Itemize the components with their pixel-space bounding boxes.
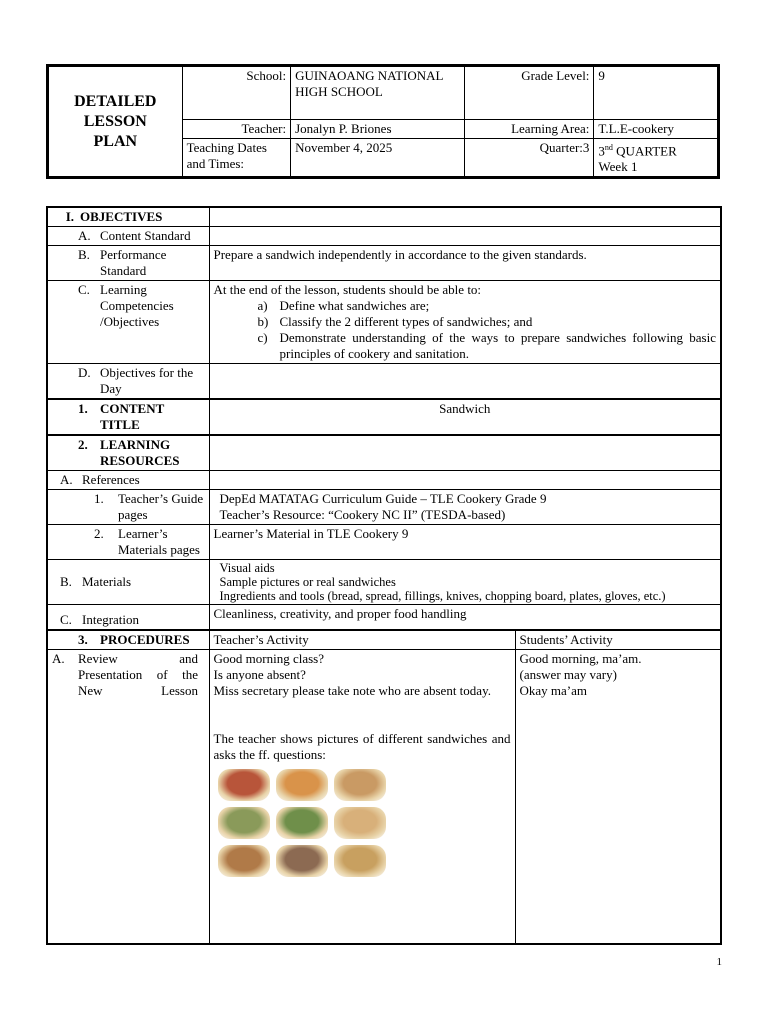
list-item <box>258 298 717 314</box>
resources-title <box>47 435 209 471</box>
guide-value <box>209 490 721 525</box>
sandwich-picture <box>276 769 328 801</box>
materials-key: B. <box>60 574 72 589</box>
title-line-3: PLAN <box>93 132 138 150</box>
sandwich-picture <box>334 807 386 839</box>
teacher-guide <box>47 490 209 525</box>
performance-standard <box>47 246 209 281</box>
item-text: Define what sandwiches are; <box>279 298 430 313</box>
learner-num: 2. <box>94 526 104 541</box>
page-number: 1 <box>716 956 722 968</box>
objectives-day <box>47 364 209 400</box>
title-line-1: DETAILED <box>74 92 157 110</box>
student-line-3: Okay ma’am <box>519 683 588 698</box>
header-table <box>46 64 720 179</box>
area-value: T.L.E-cookery <box>594 120 719 139</box>
materials-value-1: Visual aids <box>219 561 275 575</box>
materials-value <box>209 560 721 605</box>
lesson-plan-table <box>46 206 722 945</box>
procedures-num: 3. <box>78 632 88 647</box>
integration-label: Integration <box>82 612 140 627</box>
teacher-line-2: Is anyone absent? <box>213 667 306 682</box>
school-label: School: <box>182 66 290 120</box>
teacher-line-1: Good morning class? <box>213 651 324 666</box>
school-value: GUINAOANG NATIONAL HIGH SCHOOL <box>291 66 465 120</box>
student-activity-header: Students’ Activity <box>515 630 721 650</box>
performance-value: Prepare a sandwich independently in accordance to the given standards. <box>209 246 721 281</box>
sandwich-picture <box>218 845 270 877</box>
teacher-picture-text: The teacher shows pictures of different sandwiches and asks the ff. questions: <box>213 731 511 762</box>
student-line-2: (answer may vary) <box>519 667 617 682</box>
performance-key: B. <box>78 247 90 262</box>
review-cell <box>47 650 209 944</box>
document-title <box>48 66 183 178</box>
quarter-label: Quarter:3 <box>464 139 594 178</box>
day-label: Objectives for the Day <box>100 365 194 396</box>
content-standard-key: A. <box>78 228 91 243</box>
competencies-label: Learning Competencies /Objectives <box>100 282 174 329</box>
references-label: References <box>82 472 140 487</box>
objectives-num: I. <box>65 209 74 224</box>
item-key: c) <box>257 330 268 345</box>
teacher-value: Jonalyn P. Briones <box>291 120 465 139</box>
title-line-2: LESSON <box>83 112 147 130</box>
guide-value-2: Teacher’s Resource: “Cookery NC II” (TESDA-based) <box>219 507 506 522</box>
materials <box>47 560 209 605</box>
content-num: 1. <box>78 401 88 416</box>
procedures-title-label: PROCEDURES <box>100 632 190 647</box>
dates-label: Teaching Dates and Times: <box>182 139 290 178</box>
references-key: A. <box>60 472 73 487</box>
objectives-empty <box>209 207 721 227</box>
objectives-title: OBJECTIVES <box>80 209 163 224</box>
objectives-heading-row <box>47 207 721 227</box>
area-label: Learning Area: <box>464 120 594 139</box>
student-line-1: Good morning, ma’am. <box>519 651 642 666</box>
teacher-line-3: Miss secretary please take note who are absent today. <box>213 683 491 698</box>
objectives-day-value <box>209 364 721 400</box>
content-standard-value <box>209 227 721 246</box>
content-standard-label: Content Standard <box>100 228 191 243</box>
day-key: D. <box>78 365 91 380</box>
integration-value: Cleanliness, creativity, and proper food handling <box>209 605 721 631</box>
grade-value: 9 <box>594 66 719 120</box>
sandwich-picture <box>218 769 270 801</box>
competencies <box>47 281 209 364</box>
references-empty <box>209 471 721 490</box>
teacher-activity-header: Teacher’s Activity <box>209 630 515 650</box>
list-item <box>258 330 717 362</box>
review-key: A. <box>52 651 65 666</box>
sandwich-picture <box>334 769 386 801</box>
resources-empty <box>209 435 721 471</box>
materials-value-3: Ingredients and tools (bread, spread, fillings, knives, chopping board, plates, gloves, etc.) <box>219 589 666 603</box>
sandwich-picture <box>276 807 328 839</box>
sandwich-picture <box>276 845 328 877</box>
student-activity <box>515 650 721 944</box>
item-key: b) <box>257 314 269 329</box>
item-key: a) <box>257 298 268 313</box>
competencies-key: C. <box>78 282 90 297</box>
teacher-activity <box>209 650 515 944</box>
quarter-value <box>594 139 719 178</box>
procedures-title <box>47 630 209 650</box>
content-standard <box>47 227 209 246</box>
performance-label: Performance Standard <box>100 247 167 278</box>
materials-label: Materials <box>82 574 132 589</box>
grade-label: Grade Level: <box>464 66 594 120</box>
learner-materials <box>47 525 209 560</box>
quarter-sup: nd <box>604 143 613 152</box>
content-title <box>47 399 209 435</box>
resources-num: 2. <box>78 437 88 452</box>
competencies-value <box>209 281 721 364</box>
list-item <box>258 314 717 330</box>
guide-value-1: DepEd MATATAG Curriculum Guide – TLE Cookery Grade 9 <box>219 491 547 506</box>
competencies-intro: At the end of the lesson, students should be able to: <box>213 282 482 297</box>
content-title-label: CONTENT TITLE <box>100 401 165 432</box>
content-value: Sandwich <box>209 399 721 435</box>
competency-list <box>214 298 717 362</box>
review-label: Review and Presentation of the New Lesson <box>78 651 198 698</box>
integration <box>47 605 209 631</box>
resources-title-label: LEARNING RESOURCES <box>100 437 180 468</box>
guide-label: Teacher’s Guide pages <box>118 491 204 522</box>
teacher-label: Teacher: <box>182 120 290 139</box>
sandwich-picture <box>334 845 386 877</box>
dates-value: November 4, 2025 <box>291 139 465 178</box>
materials-value-2: Sample pictures or real sandwiches <box>219 575 396 589</box>
learner-label: Learner’s Materials pages <box>118 526 200 557</box>
sandwich-picture <box>218 807 270 839</box>
quarter-text: QUARTER <box>612 143 677 159</box>
quarter-number: 3 <box>598 143 605 159</box>
quarter-week: Week 1 <box>598 159 638 175</box>
learner-value: Learner’s Material in TLE Cookery 9 <box>209 525 721 560</box>
integration-key: C. <box>60 612 72 627</box>
objectives-heading <box>47 207 209 227</box>
guide-num: 1. <box>94 491 104 506</box>
item-text: Demonstrate understanding of the ways to prepare sandwiches following basic principles of cookery and sanitation. <box>279 330 716 361</box>
sandwich-pictures <box>218 769 511 877</box>
references <box>47 471 209 490</box>
item-text: Classify the 2 different types of sandwiches; and <box>279 314 533 329</box>
